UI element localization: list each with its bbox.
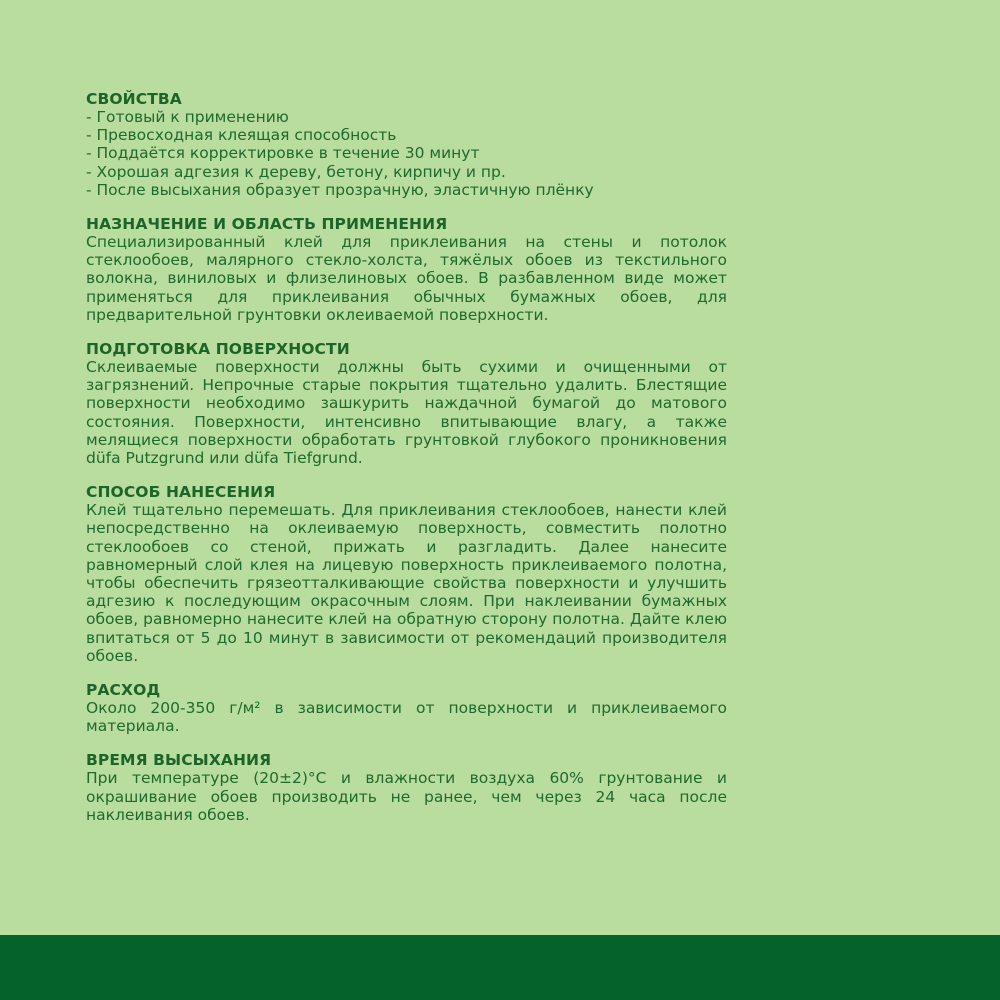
section-heading: ПОДГОТОВКА ПОВЕРХНОСТИ (86, 340, 350, 359)
section-text: Специализированный клей для приклеивания на стены и потолок стеклообоев, малярного стекло-холста, тяжёлых обоев из текстильного волокна, виниловых и флизелиновых обоев. В разбавленном виде может применяться для приклеивания обычных бумажных обоев, для предварительной грунтовки оклеиваемой поверхности. (86, 233, 727, 324)
property-item: - Поддаётся корректировке в течение 30 минут (86, 144, 480, 163)
section-purpose (86, 215, 727, 324)
section-application-method (86, 483, 727, 665)
product-description (86, 90, 727, 840)
section-text: Клей тщательно перемешать. Для приклеивания стеклообоев, нанести клей непосредственно на оклеиваемую поверхность, совместить полотно стеклообоев со стеной, прижать и разгладить. Далее нанесите равномерный слой клея на лицевую поверхность приклеиваемого полотна, чтобы обеспечить грязеотталкивающие свойства поверхности и улучшить адгезию к последующим окрасочным слоям. При наклеивании бумажных обоев, равномерно нанесите клей на обратную сторону полотна. Дайте клею впитаться от 5 до 10 минут в зависимости от рекомендаций производителя обоев. (86, 501, 727, 665)
section-drying-time (86, 751, 727, 824)
section-text: При температуре (20±2)°C и влажности воздуха 60% грунтование и окрашивание обоев производить не ранее, чем через 24 часа после наклеивания обоев. (86, 769, 727, 824)
property-item: - Хорошая адгезия к дереву, бетону, кирпичу и пр. (86, 162, 506, 181)
section-text: Около 200-350 г/м² в зависимости от поверхности и приклеиваемого материала. (86, 699, 727, 736)
section-surface-preparation (86, 340, 727, 467)
section-consumption (86, 681, 727, 735)
section-text: Склеиваемые поверхности должны быть сухими и очищенными от загрязнений. Непрочные старые покрытия тщательно удалить. Блестящие поверхности необходимо зашкурить наждачной бумагой до матового состояния. Поверхности, интенсивно впитывающие влагу, а также мелящиеся поверхности обработать грунтовкой глубокого проникновения düfa Putzgrund или düfa Tiefgrund. (86, 358, 727, 468)
footer-band (0, 935, 1000, 1000)
section-heading: СПОСОБ НАНЕСЕНИЯ (86, 483, 276, 502)
section-heading: СВОЙСТВА (86, 90, 182, 108)
section-properties (86, 90, 727, 199)
property-item: - Готовый к применению (86, 108, 289, 126)
section-heading: ВРЕМЯ ВЫСЫХАНИЯ (86, 751, 272, 770)
property-item: - Превосходная клеящая способность (86, 126, 397, 145)
section-heading: НАЗНАЧЕНИЕ И ОБЛАСТЬ ПРИМЕНЕНИЯ (86, 215, 448, 234)
section-heading: РАСХОД (86, 681, 161, 700)
property-item: - После высыхания образует прозрачную, эластичную плёнку (86, 180, 594, 199)
